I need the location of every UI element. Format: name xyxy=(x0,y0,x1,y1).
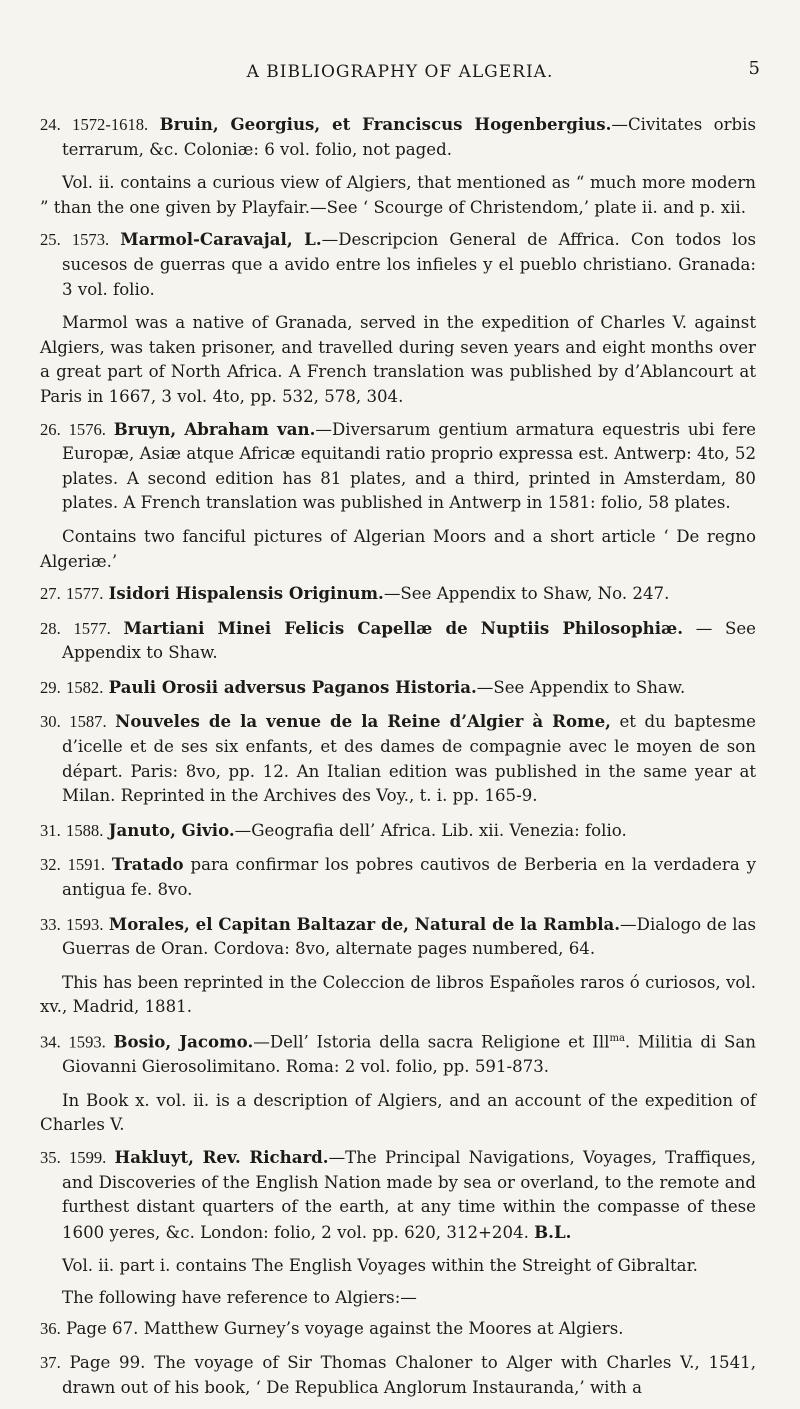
entry-number: 32. xyxy=(40,855,61,875)
bibliography-entry xyxy=(40,581,756,607)
entry-number: 34. xyxy=(40,1032,61,1052)
page-number: 5 xyxy=(748,58,760,79)
entry-number: 25. xyxy=(40,230,61,250)
bibliography-entry xyxy=(40,675,756,701)
entry-description: —The Principal Navigations, Voyages, Traffiques, and Discoveries of the English Nation made by sea or overland, to the remote and furthest distant quarters of the earth, at any time within the compasse of these 1600 yeres, &c. London: folio, 2 vol. pp. 620, 312+204. xyxy=(62,1147,757,1242)
bibliography-entry xyxy=(40,112,756,162)
entry-year: 1577. xyxy=(73,618,111,638)
sub-entry xyxy=(40,1317,756,1342)
entry-year: 1576. xyxy=(68,419,106,439)
entry-note: The following have reference to Algiers:— xyxy=(62,1287,417,1307)
entry-author: Hakluyt, Rev. Richard. xyxy=(114,1146,329,1167)
bibliography-entry xyxy=(40,417,756,516)
bibliography-entry xyxy=(40,852,756,902)
sub-entry-text: Page 67. Matthew Gurney’s voyage against the Moores at Algiers. xyxy=(66,1319,624,1339)
sub-entry-number: 36. xyxy=(40,1319,61,1339)
entry-year: 1591. xyxy=(67,855,105,875)
entry-year: 1599. xyxy=(68,1147,107,1167)
entry-number: 26. xyxy=(40,419,61,439)
entry-number: 35. xyxy=(40,1147,61,1167)
entry-description: para confirmar los pobres cautivos de Berberia en la verdadera y antigua fe. 8vo. xyxy=(62,855,756,900)
entry-author: Bruin, Georgius, et Franciscus Hogenbergius. xyxy=(159,114,612,134)
entry-author: Bosio, Jacomo. xyxy=(113,1031,254,1052)
entry-year: 1588. xyxy=(66,820,104,840)
bibliography-entry xyxy=(40,709,756,808)
entry-note: Vol. ii. contains a curious view of Algiers, that mentioned as “ much more modern ” than the one given by Playfair.—See ‘ Scourge of Christendom,’ plate ii. and p. xii. xyxy=(40,173,756,217)
entry-description: —Dell’ Istoria della sacra Religione et Ill xyxy=(253,1032,610,1052)
entry-description: —Dialogo de las Guerras de Oran. Cordova: 8vo, alternate pages numbered, 64. xyxy=(62,914,756,959)
entry-author: Marmol-Caravajal, L. xyxy=(120,229,322,250)
entry-author: Nouveles de la venue de la Reine d’Algier à Rome, xyxy=(115,711,611,732)
entry-author: Martiani Minei Felicis Capellæ de Nuptiis Philosophiæ. xyxy=(123,617,684,638)
entry-description: —Diversarum gentium armatura equestris ubi fere Europæ, Asiæ atque Africæ equitandi ratio proprio expressa est. Antwerp: 4to, 52 plates. A second edition has 81 plates, and a third, printed in Amsterdam, 80 plates. A French translation was published in Antwerp in 1581: folio, 58 plates. xyxy=(62,419,757,513)
entry-note: Vol. ii. part i. contains The English Voyages within the Streight of Gibraltar. xyxy=(62,1256,698,1276)
entry-note: In Book x. vol. ii. is a description of Algiers, and an account of the expedition of Charles V. xyxy=(40,1090,756,1135)
bibliography-entry xyxy=(40,227,756,302)
entry-description: —Geografia dell’ Africa. Lib. xii. Venezia: folio. xyxy=(234,820,627,840)
bibliography-entry xyxy=(40,1027,756,1080)
entry-author: Tratado xyxy=(111,854,184,875)
entry-year: 1593. xyxy=(66,914,104,934)
bibliography-entry xyxy=(40,616,756,666)
sub-entry-text: Page 99. The voyage of Sir Thomas Chaloner to Alger with Charles V., 1541, drawn out of his book, ‘ De Republica Anglorum Instauranda,’ with a xyxy=(62,1353,756,1397)
entry-number: 29. xyxy=(40,677,61,697)
entry-author: Pauli Orosii adversus Paganos Historia. xyxy=(108,676,477,697)
entry-year: 1582. xyxy=(66,677,104,697)
entry-year: 1587. xyxy=(69,712,107,732)
entry-description: —See Appendix to Shaw, No. 247. xyxy=(383,584,670,604)
bibliography-entries xyxy=(40,112,756,1409)
sub-entry-number: 37. xyxy=(40,1353,61,1373)
entry-number: 28. xyxy=(40,618,61,638)
entry-number: 27. xyxy=(40,584,61,604)
entry-number: 30. xyxy=(40,712,61,732)
bibliography-entry xyxy=(40,912,756,962)
entry-description: et du baptesme d’icelle et de ses six enfants, et des dames de compagnie avec le moyen de son départ. Paris: 8vo, pp. 12. An Italian edition was published in the same year at Milan. Reprinted in the Archives des Voy., t. i. pp. 165-9. xyxy=(62,712,756,806)
entry-number: 33. xyxy=(40,914,61,934)
entry-year: 1573. xyxy=(71,230,110,250)
entry-description: —See Appendix to Shaw. xyxy=(476,677,686,697)
entry-description: —Descripcion General de Affrica. Con todos los sucesos de guerras que a avido entre los infieles y el pueblo christiano. Granada: 3 vol. folio. xyxy=(62,230,756,299)
sub-entry xyxy=(40,1351,756,1400)
library-mark: B.L. xyxy=(534,1221,572,1242)
entry-superscript: ma xyxy=(609,1033,625,1044)
bibliography-entry xyxy=(40,818,756,844)
entry-note: Marmol was a native of Granada, served in the expedition of Charles V. against Algiers, was taken prisoner, and travelled during seven years and eight months over a great part of North Africa. A French translation was published by d’Ablancourt at Paris in 1667, 3 vol. 4to, pp. 532, 578, 304. xyxy=(40,313,756,406)
entry-author: Bruyn, Abraham van. xyxy=(113,418,316,439)
entry-year: 1593. xyxy=(68,1032,106,1052)
running-title: A BIBLIOGRAPHY OF ALGERIA. xyxy=(246,62,554,82)
entry-description: — See Appendix to Shaw. xyxy=(62,618,756,663)
entry-year: 1572-1618. xyxy=(72,115,149,134)
entry-number: 31. xyxy=(40,820,61,840)
entry-author: Isidori Hispalensis Originum. xyxy=(108,583,384,604)
entry-author: Janutо, Givio. xyxy=(108,819,235,840)
entry-description: —Civitates orbis terrarum, &c. Coloniæ: 6 vol. folio, not paged. xyxy=(62,115,756,159)
entry-note: This has been reprinted in the Coleccion de libros Españoles raros ó curiosos, vol. xv., Madrid, 1881. xyxy=(40,972,756,1017)
entry-year: 1577. xyxy=(66,584,104,604)
bibliography-entry xyxy=(40,1145,756,1245)
entry-description-cont: . Militia di San Giovanni Gierosolimitano. Roma: 2 vol. folio, pp. 591-873. xyxy=(62,1032,756,1077)
entry-note: Contains two fanciful pictures of Algerian Moors and a short article ‘ De regno Algeriæ.’ xyxy=(40,526,756,571)
entry-number: 24. xyxy=(40,115,61,134)
entry-author: Morales, el Capitan Baltazar de, Natural de la Rambla. xyxy=(108,913,621,934)
